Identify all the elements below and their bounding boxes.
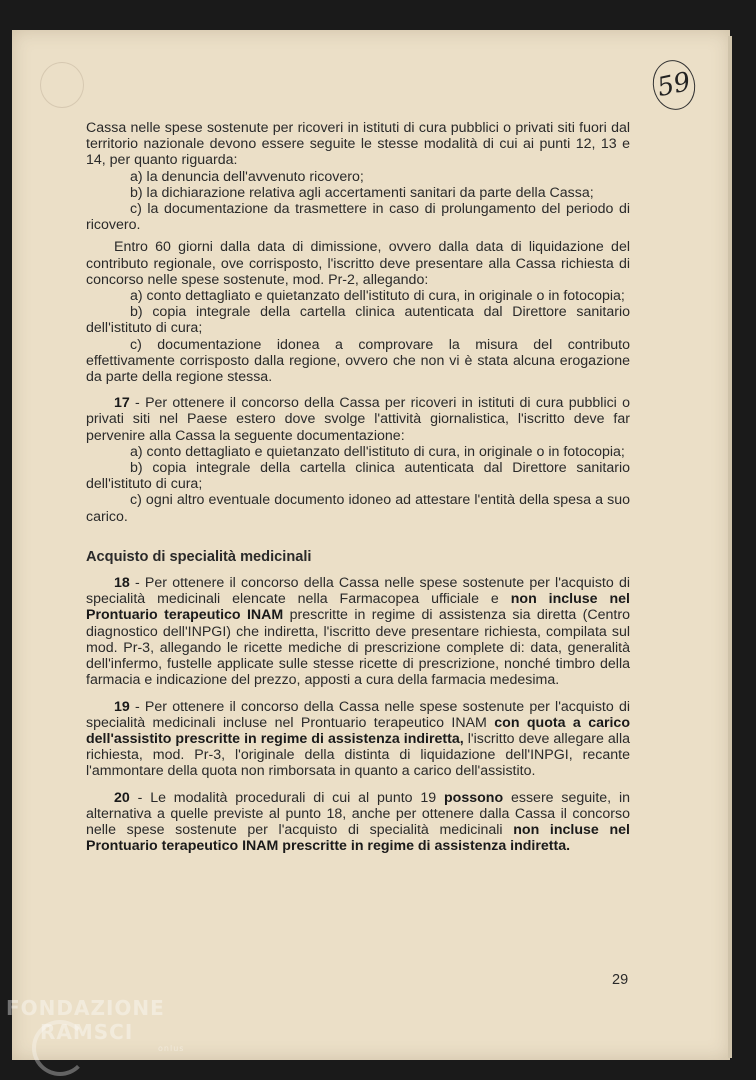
paragraph: Entro 60 giorni dalla data di dimissione, ovvero dalla data di liquidazione del contributo regionale, ove corrisposto, l'iscritto deve presentare alla Cassa richiesta di concorso nelle spese sostenute, mod. Pr-2, allegando:: [86, 239, 630, 288]
list-item: b) copia integrale della cartella clinica autenticata dal Direttore sanitario dell'istituto di cura;: [86, 460, 630, 493]
paragraph: Cassa nelle spese sostenute per ricoveri in istituti di cura pubblici o privati siti fuori dal territorio nazionale devono essere seguite le stesse modalità di cui ai punti 12, 13 e 14, per quanto riguarda:: [86, 120, 630, 169]
watermark-line: onlus: [158, 1044, 185, 1053]
paragraph-text: Le modalità procedurali di cui al punto 19: [150, 789, 437, 806]
paragraph-text: Per ottenere il concorso della Cassa per ricoveri in istituti di cura pubblici o privati siti nel Paese estero dove svolge l'attività giornalistica, l'iscritto deve far pervenire alla Cassa la seguente documentazione:: [86, 395, 631, 444]
page-folio: 29: [612, 972, 629, 988]
paragraph-text: prescritte in regime di assistenza sia diretta (Centro diagnostico dell'INPGI) che indiretta, l'iscritto deve presentare richiesta, compilata sul mod. Pr-3, allegando le ricette mediche di prescrizione complete di: data, generalità dell'infermo, fustelle applicate sulle stesse ricette di prescrizione, nonché timbro della farmacia e indicazione del prezzo, apposti a cura della farmacia medesima.: [86, 607, 630, 689]
paragraph-text: Per ottenere il concorso della Cassa nelle spese sostenute per l'acquisto di specialità medicinali elencate nella Farmacopea ufficiale e: [86, 575, 630, 608]
paragraph-19: 19 - Per ottenere il concorso della Cassa nelle spese sostenute per l'acquisto di specialità medicinali incluse nel Prontuario terapeutico INAM con quota a carico dell'assistito prescritte in regime di assistenza indiretta, l'iscritto deve allegare alla richiesta, mod. Pr-3, l'originale della distinta di liquidazione dell'INPGI, recante l'ammontare della quota non rimborsata in quanto a carico dell'assistito.: [86, 698, 631, 780]
bold-text: con quota a carico dell'assistito prescritte in regime di assistenza indiretta,: [86, 714, 630, 747]
bold-text: non incluse nel Prontuario terapeutico INAM prescritte in regime di assistenza indiretta.: [86, 821, 630, 855]
list-item: b) la dichiarazione relativa agli accertamenti sanitari da parte della Cassa;: [130, 184, 594, 201]
watermark-line: RAMSCI: [40, 1020, 134, 1044]
point-number: 17: [114, 395, 130, 412]
document-body: [86, 120, 630, 854]
bold-text: non incluse nel Prontuario terapeutico INAM: [86, 591, 630, 624]
list-item: b) copia integrale della cartella clinica autenticata dal Direttore sanitario dell'istituto di cura;: [86, 304, 630, 337]
paragraph-text: Per ottenere il concorso della Cassa nelle spese sostenute per l'acquisto di specialità medicinali incluse nel Prontuario terapeutico INAM: [86, 698, 630, 731]
point-number: 20: [114, 789, 130, 806]
point-number: 19: [114, 698, 130, 715]
point-number: 18: [114, 575, 130, 592]
list-item: c) documentazione idonea a comprovare la misura del contributo effettivamente corrisposto dalla regione, ovvero che non vi è stata alcuna erogazione da parte della regione stessa.: [86, 336, 630, 386]
bold-text: possono: [444, 789, 504, 806]
paragraph-text: l'iscritto deve allegare alla richiesta, mod. Pr-3, l'originale della distinta di liquidazione dell'INPGI, recante l'ammontare della quota non rimborsata in quanto a carico dell'assistito.: [86, 730, 631, 780]
section-heading: Acquisto di specialità medicinali: [86, 548, 312, 565]
faded-stamp: [40, 62, 84, 108]
paragraph-20: 20 - Le modalità procedurali di cui al punto 19 possono essere seguite, in alternativa a quelle previste al punto 18, anche per ottenere dalla Cassa il concorso nelle spese sostenute per l'acquisto di specialità medicinali non incluse nel Prontuario terapeutico INAM prescritte in regime di assistenza indiretta.: [86, 789, 630, 855]
list-item: a) la denuncia dell'avvenuto ricovero;: [130, 168, 364, 185]
paragraph-text: essere seguite, in alternativa a quelle previste al punto 18, anche per ottenere dalla Cassa il concorso nelle spese sostenute per l'acquisto di specialità medicinali: [86, 789, 630, 838]
list-item: c) ogni altro eventuale documento idoneo ad attestare l'entità della spesa a suo carico.: [86, 492, 630, 525]
list-item: a) conto dettagliato e quietanzato dell'istituto di cura, in originale o in fotocopia;: [130, 288, 625, 305]
list-item: c) la documentazione da trasmettere in caso di prolungamento del periodo di ricovero.: [86, 201, 630, 234]
paragraph-18: 18 - Per ottenere il concorso della Cassa nelle spese sostenute per l'acquisto di specialità medicinali elencate nella Farmacopea ufficiale e non incluse nel Prontuario terapeutico INAM prescritte in regime di assistenza sia diretta (Centro diagnostico dell'INPGI) che indiretta, l'iscritto deve presentare richiesta, compilata sul mod. Pr-3, allegando le ricette mediche di prescrizione complete di: data, generalità dell'infermo, fustelle applicate sulle stesse ricette di prescrizione, nonché timbro della farmacia e indicazione del prezzo, apposti a cura della farmacia medesima.: [86, 575, 630, 689]
paragraph-17: 17 - Per ottenere il concorso della Cassa per ricoveri in istituti di cura pubblici o privati siti nel Paese estero dove svolge l'attività giornalistica, l'iscritto deve far pervenire alla Cassa la seguente documentazione:: [86, 395, 631, 444]
watermark-line: FONDAZIONE: [6, 996, 165, 1020]
list-item: a) conto dettagliato e quietanzato dell'istituto di cura, in originale o in fotocopia;: [130, 443, 625, 460]
watermark: [6, 996, 184, 1053]
handwritten-page-number: 59: [648, 56, 699, 114]
page-edge: [728, 36, 732, 1058]
